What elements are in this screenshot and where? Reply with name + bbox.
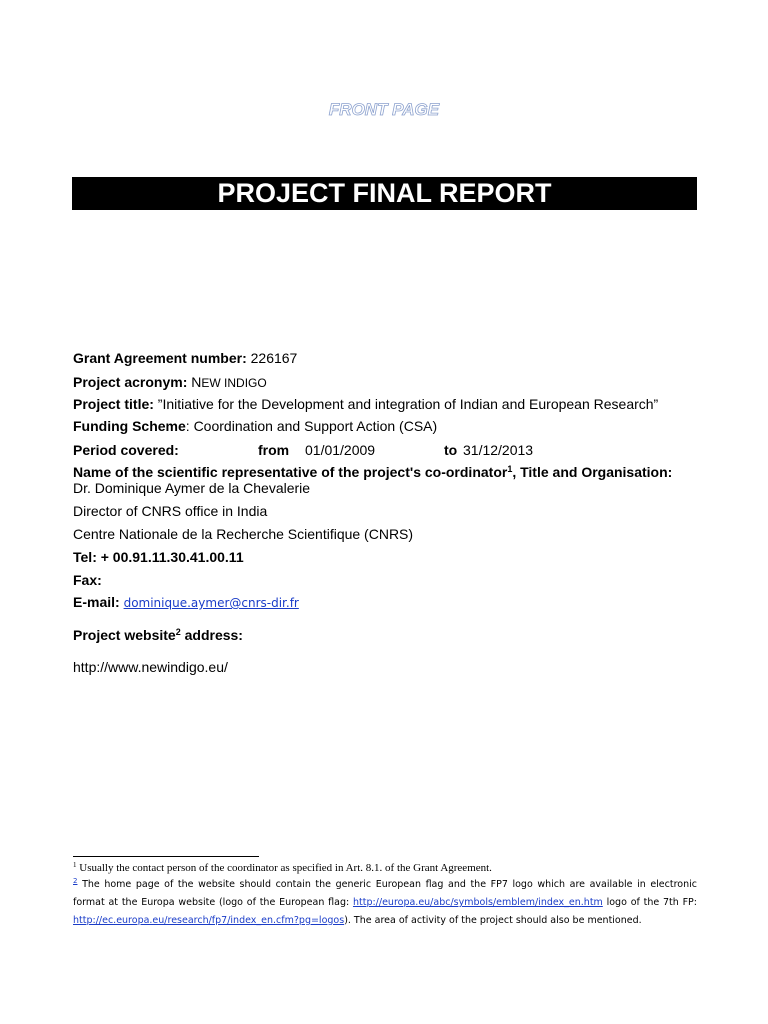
period-covered-label: Period covered:	[73, 442, 179, 458]
fp7-logos-link[interactable]: http://ec.europa.eu/research/fp7/index_en.cfm?pg=logos	[73, 915, 345, 926]
representative-organisation: Centre Nationale de la Recherche Scientifique (CNRS)	[73, 526, 414, 542]
funding-scheme-value: : Coordination and Support Action (CSA)	[185, 418, 438, 434]
emblem-link[interactable]: http://europa.eu/abc/symbols/emblem/index_en.htm	[352, 897, 603, 908]
period-from-label: from	[258, 442, 290, 458]
funding-scheme-line	[73, 418, 437, 434]
representative-heading-suffix: , Title and Organisation:	[512, 464, 673, 480]
project-title-line	[73, 396, 658, 412]
grant-agreement-line	[73, 350, 297, 366]
fax-label: Fax:	[73, 572, 102, 588]
email-link[interactable]: dominique.aymer@cnrs-dir.fr	[123, 596, 299, 610]
footnote-2	[73, 876, 697, 930]
front-page-heading: FRONT PAGE	[328, 100, 440, 119]
project-acronym-line	[73, 374, 267, 390]
email-line	[73, 594, 299, 610]
footnote-1-mark: 1	[73, 861, 77, 869]
project-acronym-value	[191, 374, 266, 390]
project-title-label: Project title:	[73, 396, 154, 412]
footnote-divider	[73, 856, 259, 857]
report-title-bar: PROJECT FINAL REPORT	[72, 177, 697, 210]
grant-agreement-value: 226167	[250, 350, 298, 366]
acronym-rest: EW INDIGO	[201, 376, 267, 390]
footnote-1	[73, 862, 492, 874]
email-label: E-mail:	[73, 594, 120, 610]
period-to-label: to	[444, 442, 458, 458]
representative-heading-text: Name of the scientific representative of the project's co-ordinator	[73, 464, 508, 480]
period-from-value: 01/01/2009	[305, 442, 376, 458]
project-website-label	[73, 627, 243, 643]
telephone-line: Tel: + 00.91.11.30.41.00.11	[73, 549, 244, 565]
footnote-1-text: Usually the contact person of the coordinator as specified in Art. 8.1. of the Grant Agreement.	[76, 862, 492, 874]
representative-position: Director of CNRS office in India	[73, 503, 268, 519]
representative-heading	[73, 464, 672, 480]
period-to-value: 31/12/2013	[463, 442, 534, 458]
representative-name: Dr. Dominique Aymer de la Chevalerie	[73, 480, 311, 496]
acronym-initial: N	[191, 374, 202, 390]
footnote-ref-2[interactable]: 2	[175, 627, 181, 637]
footnote-ref-1[interactable]: 1	[507, 464, 513, 474]
grant-agreement-label: Grant Agreement number:	[73, 350, 247, 366]
funding-scheme-label: Funding Scheme	[73, 418, 186, 434]
project-acronym-label: Project acronym:	[73, 374, 188, 390]
project-title-value: ”Initiative for the Development and integration of Indian and European Research”	[157, 396, 659, 412]
footnote-2-text-part3: ). The area of activity of the project should also be mentioned.	[344, 915, 642, 926]
project-website-label-suffix: address:	[180, 627, 243, 643]
project-website-url: http://www.newindigo.eu/	[73, 659, 228, 675]
footnote-2-text-part1: The home page of the website should contain the generic European flag and the FP7 logo which are available in electronic format at the Europa website (logo of the European flag:	[73, 879, 697, 908]
footnote-2-mark[interactable]: 2	[73, 877, 78, 885]
project-website-label-text: Project website	[73, 627, 176, 643]
footnote-2-text-part2: logo of the 7th FP:	[602, 897, 697, 908]
